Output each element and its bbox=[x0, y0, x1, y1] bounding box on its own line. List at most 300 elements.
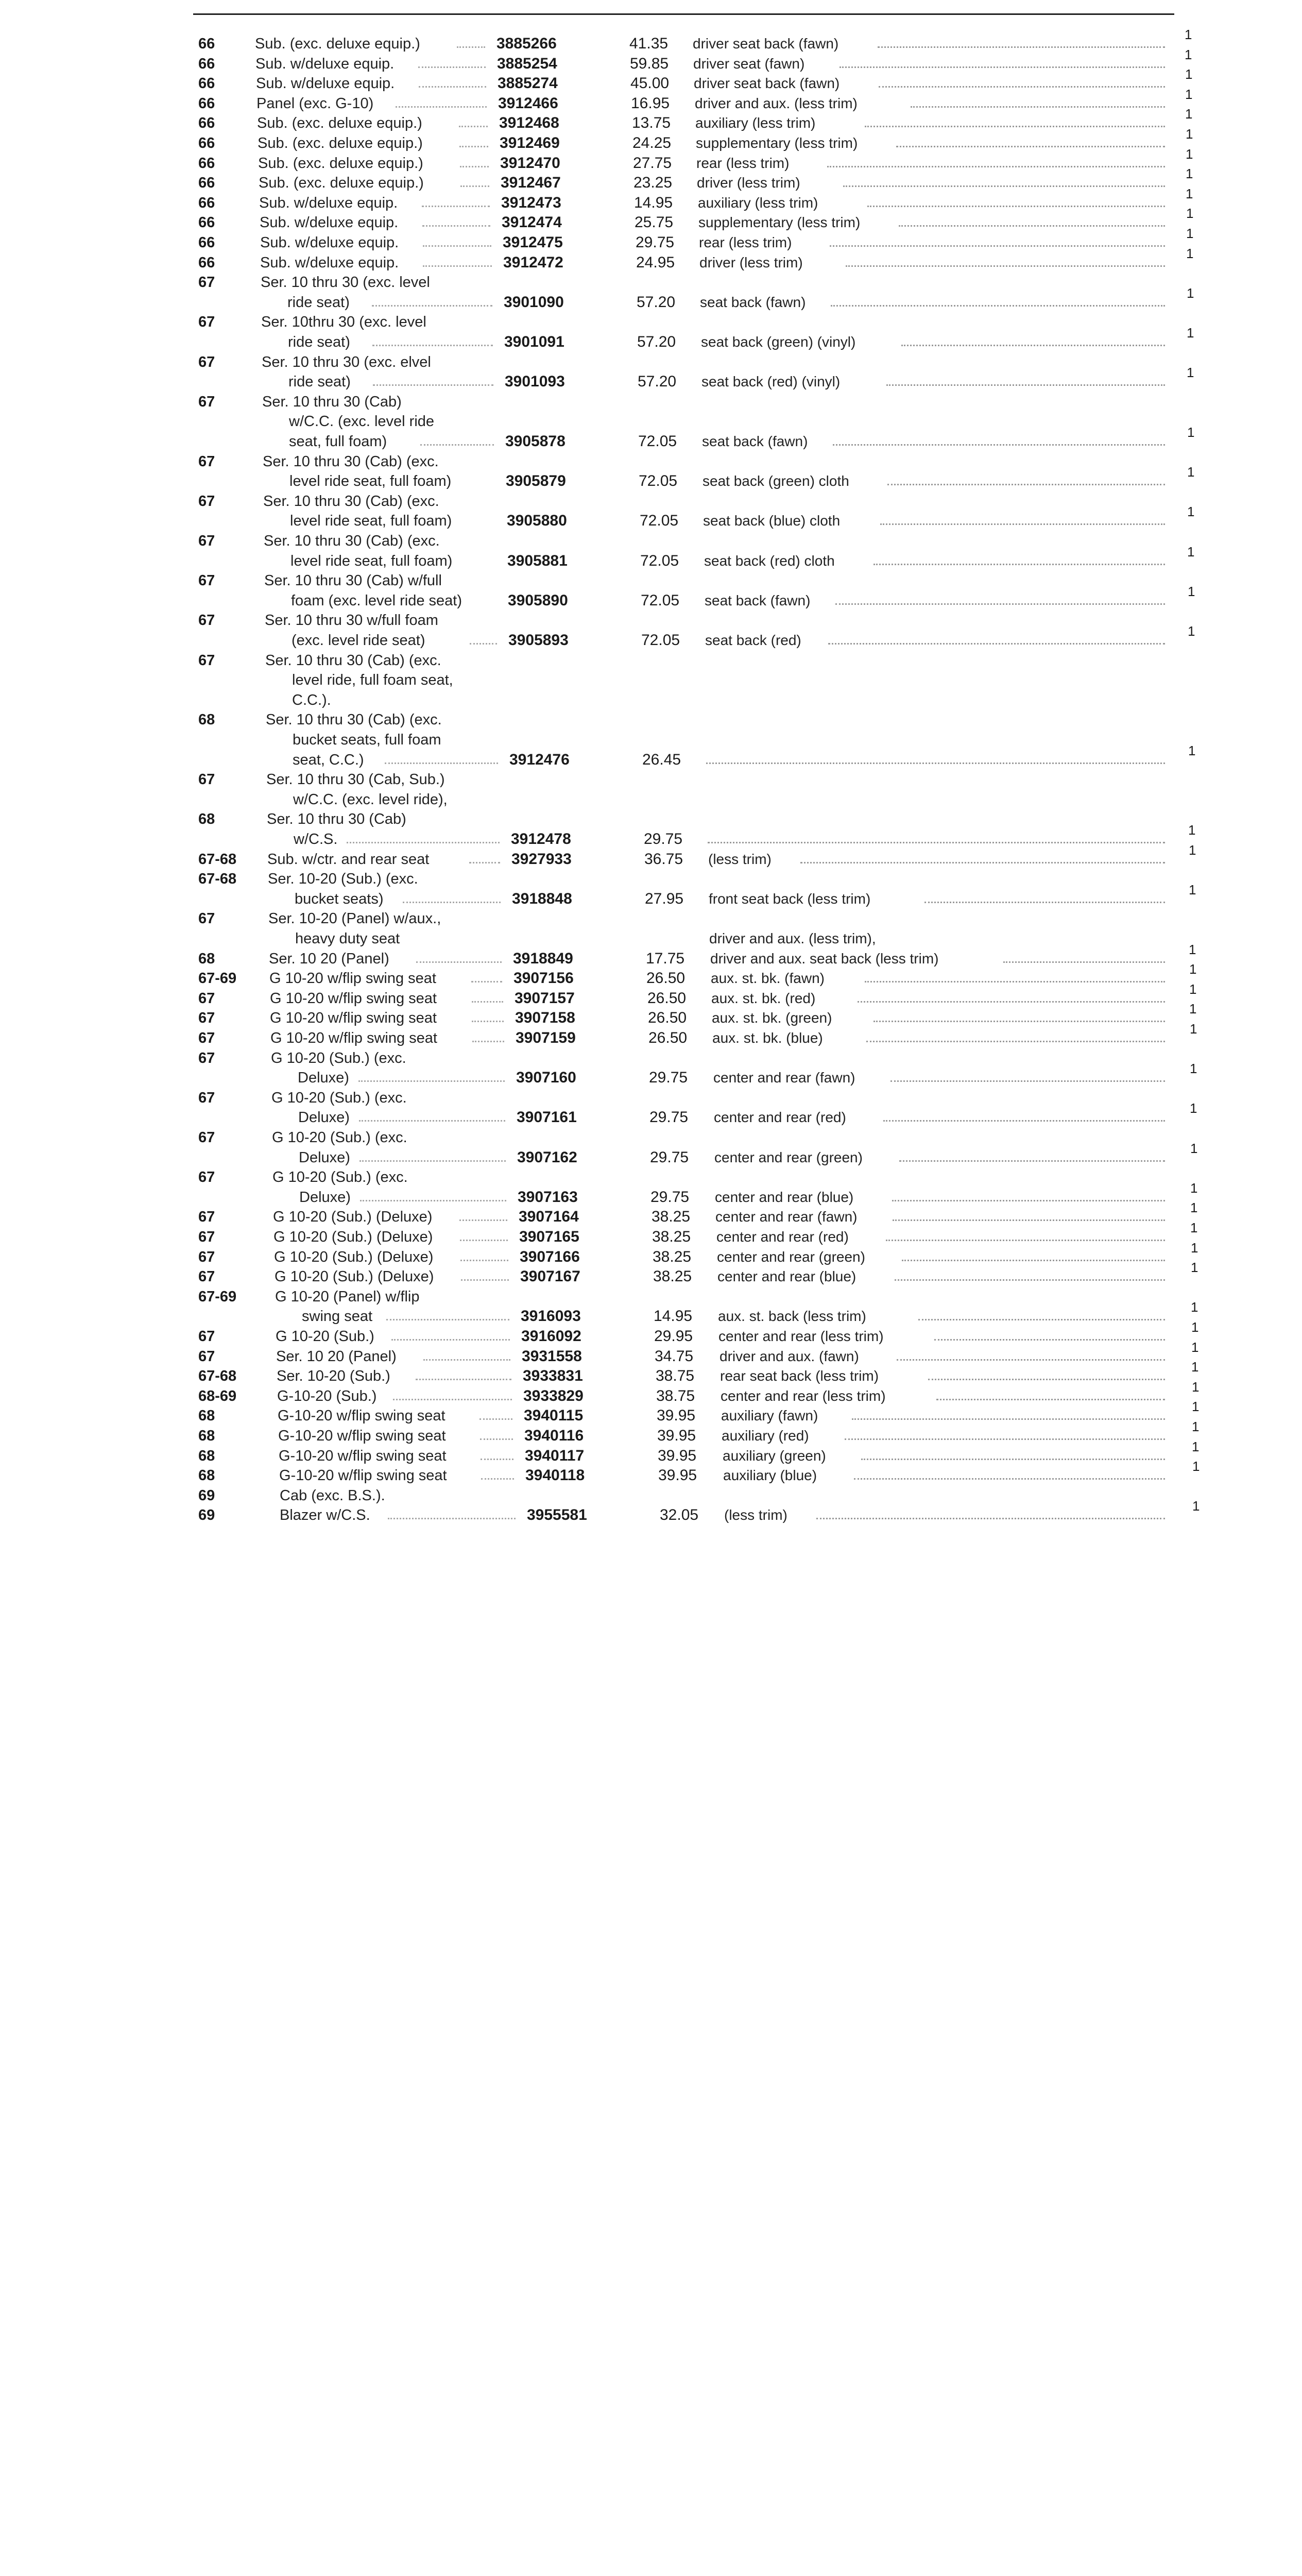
table-row bbox=[0, 86, 1302, 114]
application-text: G-10-20 (Sub.) bbox=[277, 1387, 377, 1404]
application-leader-dots bbox=[396, 106, 487, 108]
description: front seat back (less trim) bbox=[709, 890, 871, 907]
application-text: ride seat) bbox=[288, 333, 350, 350]
table-row bbox=[0, 1048, 1302, 1088]
leader-dots bbox=[899, 225, 1165, 227]
part-number: 3940116 bbox=[524, 1427, 584, 1444]
row-line bbox=[0, 1287, 1302, 1307]
row-line bbox=[0, 312, 1302, 332]
part-number: 3907156 bbox=[513, 970, 574, 987]
leader-dots bbox=[886, 1240, 1165, 1241]
application-leader-dots bbox=[358, 1080, 505, 1082]
model-year: 66 bbox=[198, 214, 215, 231]
application-leader-dots bbox=[460, 185, 489, 187]
part-number: 3901090 bbox=[504, 293, 564, 311]
row-line bbox=[0, 504, 1302, 531]
table-row bbox=[0, 312, 1302, 352]
application-leader-dots bbox=[459, 146, 488, 147]
application-text: G 10-20 (Sub.) (exc. bbox=[271, 1089, 407, 1106]
description: driver (less trim) bbox=[697, 175, 800, 191]
table-row bbox=[0, 1088, 1302, 1128]
price: 26.50 bbox=[648, 1029, 688, 1046]
application-leader-dots bbox=[469, 862, 500, 863]
quantity: 1 bbox=[1190, 1200, 1198, 1216]
leader-dots bbox=[865, 981, 1165, 982]
price: 72.05 bbox=[641, 591, 680, 609]
price: 25.75 bbox=[635, 214, 674, 231]
part-number: 3940117 bbox=[525, 1447, 585, 1464]
description: seat back (blue) cloth bbox=[703, 513, 841, 529]
application-text: Deluxe) bbox=[298, 1070, 349, 1087]
table-row bbox=[0, 166, 1302, 193]
row-line bbox=[0, 1048, 1302, 1068]
quantity: 1 bbox=[1192, 1419, 1200, 1434]
leader-dots bbox=[833, 444, 1165, 446]
model-year: 67 bbox=[198, 1248, 215, 1265]
application-leader-dots bbox=[471, 981, 502, 982]
table-row bbox=[0, 1200, 1302, 1227]
row-line bbox=[0, 961, 1302, 988]
price: 57.20 bbox=[637, 333, 676, 350]
application-text: Ser. 10 thru 30 w/full foam bbox=[265, 612, 438, 629]
table-row bbox=[0, 1128, 1302, 1167]
model-year: 67 bbox=[198, 1169, 215, 1186]
model-year: 67 bbox=[198, 1348, 215, 1365]
application-text: Ser. 10 thru 30 (Cab) (exc. bbox=[263, 453, 439, 470]
quantity: 1 bbox=[1190, 1140, 1198, 1156]
table-row bbox=[0, 981, 1302, 1009]
row-line bbox=[0, 106, 1302, 133]
row-line bbox=[0, 492, 1302, 511]
table-row bbox=[0, 273, 1302, 312]
table-row bbox=[0, 1359, 1302, 1386]
row-line bbox=[0, 365, 1302, 392]
quantity: 1 bbox=[1187, 544, 1195, 560]
description: auxiliary (red) bbox=[722, 1428, 809, 1444]
row-line bbox=[0, 623, 1302, 650]
application-leader-dots bbox=[479, 1418, 512, 1420]
application-text: (exc. level ride seat) bbox=[292, 632, 425, 649]
price: 38.25 bbox=[652, 1208, 691, 1226]
model-year: 68 bbox=[198, 1447, 215, 1464]
description: center and rear (fawn) bbox=[715, 1209, 858, 1225]
part-number: 3901091 bbox=[504, 333, 564, 350]
model-year: 66 bbox=[198, 155, 215, 172]
leader-dots bbox=[845, 1438, 1165, 1440]
quantity: 1 bbox=[1185, 66, 1193, 82]
row-line bbox=[0, 1061, 1302, 1088]
price: 38.75 bbox=[656, 1367, 695, 1385]
application-text: G 10-20 (Sub.) (Deluxe) bbox=[274, 1248, 434, 1265]
table-row bbox=[0, 941, 1302, 969]
application-text: G 10-20 w/flip swing seat bbox=[270, 990, 437, 1007]
price: 17.75 bbox=[646, 950, 685, 967]
leader-dots bbox=[861, 1459, 1165, 1460]
quantity: 1 bbox=[1192, 1438, 1200, 1454]
application-text: Deluxe) bbox=[299, 1149, 350, 1166]
row-line bbox=[0, 392, 1302, 412]
leader-dots bbox=[867, 206, 1165, 207]
footer bbox=[0, 1546, 1302, 1607]
row-line bbox=[0, 544, 1302, 571]
table-row bbox=[0, 1021, 1302, 1048]
price: 29.75 bbox=[636, 234, 675, 251]
table-row bbox=[0, 1419, 1302, 1446]
application-text: Sub. w/deluxe equip. bbox=[260, 234, 399, 251]
model-year: 69 bbox=[198, 1487, 215, 1504]
row-line bbox=[0, 1299, 1302, 1326]
table-row bbox=[0, 1459, 1302, 1486]
model-year: 67-68 bbox=[198, 1368, 237, 1385]
model-year: 66 bbox=[198, 115, 215, 132]
quantity: 1 bbox=[1191, 1299, 1198, 1315]
leader-dots bbox=[883, 1120, 1165, 1122]
model-year: 67-68 bbox=[198, 851, 237, 868]
price: 39.95 bbox=[657, 1427, 696, 1444]
price: 29.75 bbox=[644, 830, 683, 848]
application-text: Sub. w/ctr. and rear seat bbox=[267, 851, 430, 868]
quantity: 1 bbox=[1186, 166, 1193, 182]
leader-dots bbox=[1003, 961, 1165, 963]
description: center and rear (green) bbox=[714, 1149, 863, 1165]
row-line bbox=[0, 1128, 1302, 1147]
row-line bbox=[0, 452, 1302, 471]
row-line bbox=[0, 1486, 1302, 1505]
model-year: 67-69 bbox=[198, 970, 237, 987]
application-text: Ser. 10 thru 30 (Cab, Sub.) bbox=[266, 771, 445, 788]
description: seat back (red) cloth bbox=[704, 552, 835, 569]
row-line bbox=[0, 1319, 1302, 1346]
application-text: Ser. 10 thru 30 (Cab) (exc. bbox=[263, 493, 439, 510]
application-leader-dots bbox=[422, 225, 490, 227]
model-year: 66 bbox=[198, 55, 215, 72]
application-text: Ser. 10 thru 30 (Cab) w/full bbox=[264, 572, 442, 589]
row-line bbox=[0, 1021, 1302, 1048]
leader-dots bbox=[918, 1319, 1165, 1320]
model-year: 67 bbox=[198, 612, 215, 629]
application-text: Deluxe) bbox=[299, 1189, 351, 1206]
application-leader-dots bbox=[423, 1359, 510, 1361]
row-line bbox=[0, 981, 1302, 1008]
row-line bbox=[0, 742, 1302, 770]
row-line bbox=[0, 941, 1302, 969]
description: aux. st. bk. (blue) bbox=[712, 1030, 823, 1046]
part-number: 3907165 bbox=[519, 1228, 579, 1245]
description: center and rear (less trim) bbox=[718, 1328, 884, 1344]
application-text: G 10-20 (Sub.) (exc. bbox=[271, 1049, 406, 1066]
quantity: 1 bbox=[1188, 742, 1196, 758]
table-row bbox=[0, 392, 1302, 452]
table-row bbox=[0, 452, 1302, 492]
row-line bbox=[0, 790, 1302, 809]
table-row bbox=[0, 1001, 1302, 1028]
row-line bbox=[0, 1339, 1302, 1366]
application-text: Ser. 10-20 (Sub.) (exc. bbox=[268, 871, 418, 888]
row-line bbox=[0, 909, 1302, 928]
quantity: 1 bbox=[1190, 1180, 1198, 1196]
row-line bbox=[0, 583, 1302, 611]
quantity: 1 bbox=[1190, 1021, 1197, 1037]
application-text: foam (exc. level ride seat) bbox=[291, 592, 462, 609]
row-line bbox=[0, 1379, 1302, 1406]
model-year: 67 bbox=[198, 1089, 215, 1106]
application-leader-dots bbox=[388, 1518, 516, 1519]
part-number: 3940115 bbox=[524, 1407, 584, 1425]
description: auxiliary (less trim) bbox=[695, 115, 816, 131]
row-line bbox=[0, 352, 1302, 372]
application-text: Blazer w/C.S. bbox=[280, 1507, 370, 1524]
part-number: 3912472 bbox=[503, 253, 563, 271]
leader-dots bbox=[708, 842, 1165, 843]
application-text: G-10-20 w/flip swing seat bbox=[278, 1428, 446, 1444]
table-row bbox=[0, 106, 1302, 133]
leader-dots bbox=[902, 1260, 1165, 1261]
row-line bbox=[0, 285, 1302, 312]
application-leader-dots bbox=[372, 305, 492, 307]
part-number: 3907159 bbox=[516, 1029, 576, 1046]
application-text: G 10-20 (Sub.) bbox=[276, 1328, 374, 1345]
application-text: Sub. w/deluxe equip. bbox=[259, 194, 398, 211]
price: 38.25 bbox=[653, 1248, 692, 1265]
row-line bbox=[0, 1240, 1302, 1267]
quantity: 1 bbox=[1186, 185, 1193, 201]
row-line bbox=[0, 245, 1302, 273]
application-leader-dots bbox=[416, 961, 502, 963]
application-text: ride seat) bbox=[288, 374, 351, 391]
application-text: G 10-20 (Sub.) (exc. bbox=[272, 1169, 408, 1186]
row-line bbox=[0, 424, 1302, 451]
quantity: 1 bbox=[1191, 1359, 1199, 1375]
application-text: heavy duty seat bbox=[295, 930, 400, 947]
application-text: C.C.). bbox=[292, 691, 331, 708]
row-line bbox=[0, 1498, 1302, 1525]
application-text: Panel (exc. G-10) bbox=[256, 95, 374, 112]
description: driver and aux. (less trim) bbox=[695, 95, 858, 111]
price: 26.50 bbox=[647, 989, 687, 1007]
quantity: 1 bbox=[1187, 325, 1194, 341]
part-number: 3901093 bbox=[505, 373, 565, 391]
row-line bbox=[0, 1167, 1302, 1187]
part-number: 3907167 bbox=[520, 1268, 580, 1285]
application-leader-dots bbox=[472, 1001, 503, 1003]
price: 26.50 bbox=[648, 1009, 687, 1027]
row-line bbox=[0, 571, 1302, 590]
model-year: 66 bbox=[198, 95, 215, 112]
price: 72.05 bbox=[641, 631, 680, 649]
quantity: 1 bbox=[1189, 1001, 1197, 1017]
application-text: seat, C.C.) bbox=[293, 751, 364, 768]
price: 29.75 bbox=[650, 1188, 690, 1206]
leader-dots bbox=[928, 1379, 1165, 1380]
quantity: 1 bbox=[1186, 146, 1193, 162]
leader-dots bbox=[879, 86, 1165, 88]
price: 57.20 bbox=[638, 373, 677, 391]
quantity: 1 bbox=[1187, 504, 1195, 520]
application-leader-dots bbox=[460, 1240, 508, 1241]
quantity: 1 bbox=[1187, 464, 1195, 480]
leader-dots bbox=[892, 1200, 1165, 1201]
leader-dots bbox=[835, 603, 1165, 605]
part-number: 3907163 bbox=[518, 1188, 578, 1206]
table-row bbox=[0, 126, 1302, 154]
part-number: 3907160 bbox=[516, 1069, 576, 1087]
application-leader-dots bbox=[423, 245, 491, 247]
table-row bbox=[0, 226, 1302, 253]
row-line bbox=[0, 1419, 1302, 1446]
leader-dots bbox=[816, 1518, 1165, 1519]
leader-dots bbox=[846, 265, 1165, 267]
model-year: 66 bbox=[198, 175, 215, 192]
application-leader-dots bbox=[470, 643, 497, 645]
leader-dots bbox=[936, 1399, 1165, 1400]
row-line bbox=[0, 1220, 1302, 1247]
description: supplementary (less trim) bbox=[698, 214, 861, 231]
row-line bbox=[0, 1100, 1302, 1127]
row-line bbox=[0, 86, 1302, 113]
application-text: w/C.C. (exc. level ride bbox=[289, 413, 435, 430]
leader-dots bbox=[897, 1359, 1165, 1361]
application-leader-dots bbox=[457, 46, 485, 48]
application-text: Ser. 10 thru 30 (Cab) (exc. bbox=[264, 533, 440, 549]
part-number: 3912474 bbox=[502, 214, 562, 231]
price: 32.05 bbox=[660, 1506, 699, 1524]
part-number: 3907161 bbox=[517, 1109, 577, 1126]
row-line bbox=[0, 46, 1302, 74]
description: rear (less trim) bbox=[699, 234, 792, 250]
row-line bbox=[0, 206, 1302, 232]
application-leader-dots bbox=[359, 1120, 505, 1122]
description: seat back (fawn) bbox=[705, 592, 811, 608]
leader-dots bbox=[866, 1041, 1165, 1042]
part-number: 3940118 bbox=[525, 1467, 585, 1484]
application-text: bucket seats, full foam bbox=[293, 731, 441, 748]
model-year: 67 bbox=[198, 533, 215, 549]
description: center and rear (less trim) bbox=[721, 1387, 886, 1404]
leader-dots bbox=[880, 523, 1165, 525]
application-text: Sub. (exc. deluxe equip.) bbox=[258, 155, 423, 172]
model-year: 67 bbox=[198, 274, 215, 291]
leader-dots bbox=[865, 126, 1165, 127]
table-row bbox=[0, 146, 1302, 174]
part-number: 3905890 bbox=[508, 591, 568, 609]
model-year: 67 bbox=[198, 1209, 215, 1226]
model-year: 67 bbox=[198, 1229, 215, 1245]
row-line bbox=[0, 531, 1302, 551]
row-line bbox=[0, 1200, 1302, 1227]
price: 34.75 bbox=[655, 1347, 694, 1365]
model-year: 67 bbox=[198, 1328, 215, 1345]
price: 13.75 bbox=[632, 114, 671, 132]
table-row bbox=[0, 531, 1302, 571]
quantity: 1 bbox=[1189, 981, 1197, 997]
application-text: G 10-20 w/flip swing seat bbox=[270, 1010, 437, 1027]
quantity: 1 bbox=[1192, 1498, 1200, 1514]
row-line bbox=[0, 27, 1302, 54]
model-year: 67 bbox=[198, 1129, 215, 1146]
table-row bbox=[0, 1220, 1302, 1247]
quantity: 1 bbox=[1190, 1100, 1197, 1116]
description: driver seat back (fawn) bbox=[693, 36, 839, 52]
quantity: 1 bbox=[1191, 1319, 1199, 1335]
price: 38.25 bbox=[653, 1268, 692, 1285]
leader-dots bbox=[873, 1021, 1165, 1022]
table-row bbox=[0, 1287, 1302, 1327]
row-line bbox=[0, 166, 1302, 193]
application-text: G 10-20 (Sub.) (Deluxe) bbox=[275, 1268, 434, 1285]
price: 36.75 bbox=[644, 850, 683, 868]
application-text: Ser. 10 20 (Panel) bbox=[276, 1348, 397, 1365]
part-number: 3912466 bbox=[498, 94, 558, 112]
quantity: 1 bbox=[1186, 206, 1194, 222]
application-text: swing seat bbox=[302, 1308, 373, 1325]
description: center and rear (fawn) bbox=[713, 1070, 855, 1086]
leader-dots bbox=[852, 1418, 1165, 1420]
application-text: G-10-20 w/flip swing seat bbox=[279, 1467, 447, 1484]
application-leader-dots bbox=[359, 1160, 506, 1162]
table-row bbox=[0, 1167, 1302, 1207]
quantity: 1 bbox=[1189, 961, 1197, 977]
quantity: 1 bbox=[1188, 623, 1195, 639]
price: 72.05 bbox=[638, 432, 677, 450]
description: driver and aux. seat back (less trim) bbox=[710, 950, 939, 967]
model-year: 67 bbox=[198, 1268, 215, 1285]
quantity: 1 bbox=[1185, 106, 1193, 122]
quantity: 1 bbox=[1190, 1061, 1197, 1077]
application-text: Ser. 10-20 (Panel) w/aux., bbox=[268, 910, 441, 927]
quantity: 1 bbox=[1192, 1379, 1200, 1395]
row-line bbox=[0, 66, 1302, 93]
quantity: 1 bbox=[1187, 365, 1194, 381]
quantity: 1 bbox=[1189, 842, 1196, 858]
model-year: 67 bbox=[198, 393, 215, 410]
description: auxiliary (blue) bbox=[723, 1467, 817, 1484]
model-year: 67-69 bbox=[198, 1288, 237, 1305]
description: center and rear (blue) bbox=[715, 1189, 854, 1205]
leader-dots bbox=[843, 185, 1165, 187]
description: aux. st. bk. (fawn) bbox=[711, 970, 825, 987]
model-year: 68 bbox=[198, 811, 215, 828]
description: driver seat (fawn) bbox=[693, 55, 805, 72]
description: seat back (red) (vinyl) bbox=[701, 374, 841, 390]
part-number: 3907164 bbox=[519, 1208, 579, 1226]
quantity: 1 bbox=[1185, 27, 1192, 42]
row-line bbox=[0, 1260, 1302, 1286]
price: 27.75 bbox=[633, 154, 672, 172]
leader-dots bbox=[840, 66, 1165, 68]
model-year: 67 bbox=[198, 493, 215, 510]
model-year: 66 bbox=[198, 234, 215, 251]
application-leader-dots bbox=[459, 126, 488, 127]
quantity: 1 bbox=[1186, 226, 1194, 241]
application-text: G 10-20 w/flip swing seat bbox=[270, 1030, 437, 1046]
description: driver and aux. (fawn) bbox=[719, 1348, 859, 1364]
price: 16.95 bbox=[631, 94, 670, 112]
quantity: 1 bbox=[1186, 245, 1194, 261]
row-line bbox=[0, 710, 1302, 730]
application-text: level ride seat, full foam) bbox=[290, 552, 453, 569]
part-number: 3905879 bbox=[506, 472, 566, 490]
price: 38.75 bbox=[656, 1387, 695, 1404]
price: 72.05 bbox=[640, 552, 679, 569]
price: 27.95 bbox=[645, 890, 684, 907]
quantity: 1 bbox=[1192, 1459, 1200, 1475]
leader-dots bbox=[878, 46, 1165, 48]
application-text: ride seat) bbox=[287, 294, 350, 311]
description: seat back (fawn) bbox=[700, 294, 806, 310]
application-leader-dots bbox=[481, 1478, 514, 1480]
part-number: 3885254 bbox=[497, 55, 557, 72]
part-number: 3907166 bbox=[520, 1248, 580, 1265]
